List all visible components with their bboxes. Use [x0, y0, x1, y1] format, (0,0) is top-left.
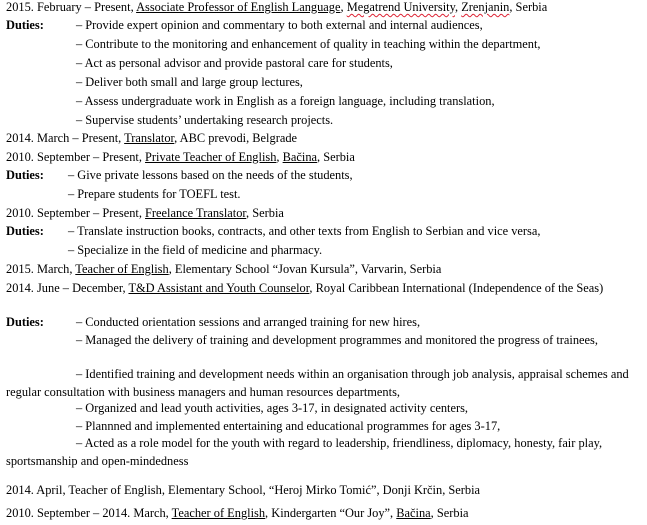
entry-3-role: Private Teacher of English — [145, 150, 277, 164]
entry-1-duty-4: – Deliver both small and large group lectures, — [76, 75, 303, 89]
entry-1-place: Zrenjanin — [461, 0, 510, 14]
duties-label: Duties: — [6, 168, 44, 182]
duties-label: Duties: — [6, 18, 44, 32]
entry-1-duty-5: – Assess undergraduate work in English as a foreign language, including translation, — [76, 94, 495, 108]
entry-1-date: 2015. February – Present, — [6, 0, 137, 14]
entry-3-duty-2: – Prepare students for TOEFL test. — [68, 187, 241, 201]
entry-1-duty-3: – Act as personal advisor and provide pastoral care for students, — [76, 56, 393, 70]
entry-6-duty-5: – Plannned and implemented entertaining and educational programmes for ages 3-17, — [76, 419, 501, 433]
entry-4-duty-2: – Specialize in the field of medicine and pharmacy. — [68, 243, 323, 257]
entry-3-duty-1: Duties: – Give private lessons based on the needs of the students, — [6, 168, 353, 182]
entry-2-heading: 2014. March – Present, Translator, ABC prevodi, Belgrade — [6, 131, 298, 145]
entry-8-place: Bačina — [396, 506, 431, 520]
entry-1-duty-2: – Contribute to the monitoring and enhancement of quality in teaching within the department, — [76, 37, 541, 51]
entry-6-role: T&D Assistant and Youth Counselor — [128, 281, 310, 295]
entry-2-role: Translator — [124, 131, 175, 145]
entry-6-duty-6: – Acted as a role model for the youth with regard to leadership, friendliness, diplomacy, honesty, fair play, sportsmanship and open-mindedness — [6, 436, 603, 468]
entry-3-place: Bačina — [282, 150, 318, 164]
entry-4-duty-1: Duties: – Translate instruction books, contracts, and other texts from English to Serbian and vice versa, — [6, 224, 541, 238]
entry-6-heading: 2014. June – December, T&D Assistant and Youth Counselor, Royal Caribbean International (Independence of the Seas) — [6, 281, 604, 295]
entry-6-duty-1: Duties: – Conducted orientation sessions and arranged training for new hires, — [6, 315, 421, 329]
entry-5-role: Teacher of English — [75, 262, 169, 276]
entry-1-role: Associate Professor of English Language — [136, 0, 341, 14]
entry-4-heading: 2010. September – Present, Freelance Translator, Serbia — [6, 206, 284, 220]
entry-7-line: 2014. April, Teacher of English, Elementary School, “Heroj Mirko Tomić”, Donji Krčin, Serbia — [6, 483, 481, 497]
entry-1-org: Megatrend University — [346, 0, 455, 14]
entry-6-duty-4: – Organized and lead youth activities, ages 3-17, in designated activity centers, — [76, 401, 469, 415]
entry-8-heading: 2010. September – 2014. March, Teacher of English, Kindergarten “Our Joy”, Bačina, Serbia — [6, 506, 469, 520]
entry-5-heading: 2015. March, Teacher of English, Elementary School “Jovan Kursula”, Varvarin, Serbia — [6, 262, 442, 276]
entry-3-heading: 2010. September – Present, Private Teacher of English, Bačina, Serbia — [6, 150, 355, 164]
entry-4-role: Freelance Translator — [145, 206, 247, 220]
entry-1-duty-6: – Supervise students’ undertaking research projects. — [76, 113, 334, 127]
duties-label: Duties: — [6, 224, 44, 238]
entry-6-duty-3: – Identified training and development needs within an organisation through job analysis, appraisal schemes and regular consultation with business managers and human resources departments, — [6, 367, 629, 399]
entry-6-duty-2: – Managed the delivery of training and development programmes and monitored the progress of trainees, — [76, 333, 598, 347]
duties-label: Duties: — [6, 315, 44, 329]
entry-8-role: Teacher of English — [171, 506, 266, 520]
entry-1-heading: 2015. February – Present, Associate Professor of English Language, Megatrend University, Zrenjanin, Serbia — [6, 0, 548, 14]
entry-1-duty-1: Duties: – Provide expert opinion and commentary to both external and internal audiences, — [6, 18, 483, 32]
